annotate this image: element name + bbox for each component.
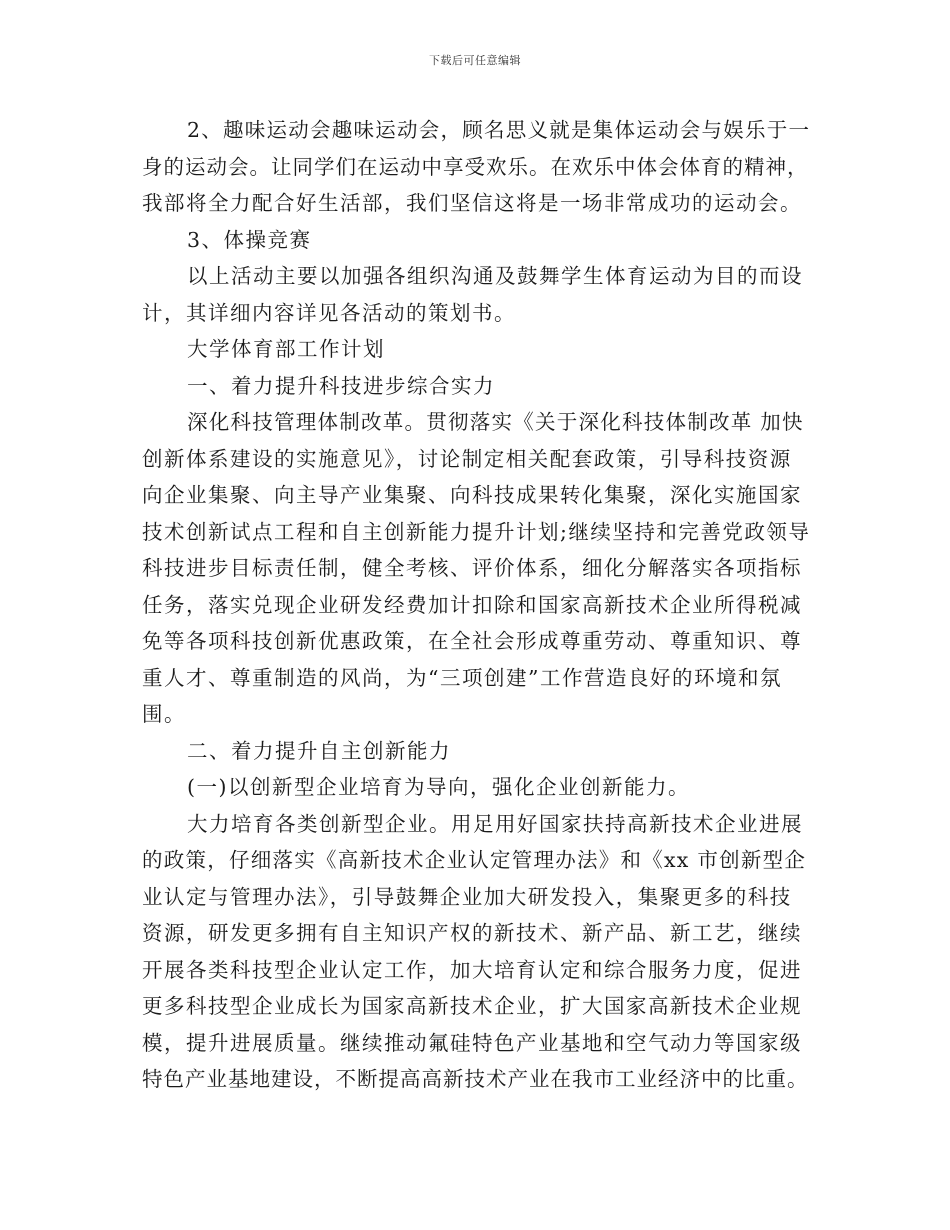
- text-line: 的政策，仔细落实《高新技术企业认定管理办法》和《xx 市创新型企: [142, 848, 807, 872]
- text-line: 特色产业基地建设，不断提高高新技术产业在我市工业经济中的比重。: [142, 1067, 809, 1091]
- text-line: 重人才、尊重制造的风尚，为“三项创建”工作营造良好的环境和氛: [142, 665, 782, 690]
- text-line: 我部将全力配合好生活部，我们坚信这将是一场非常成功的运动会。: [142, 191, 802, 215]
- text-line: 业认定与管理办法》，引导鼓舞企业加大研发投入，集聚更多的科技: [142, 884, 792, 909]
- text-line: 创新体系建设的实施意见》，讨论制定相关配套政策，引导科技资源: [142, 446, 792, 471]
- text-line: 围。: [142, 702, 186, 726]
- text-line: 开展各类科技型企业认定工作，加大培育认定和综合服务力度，促进: [142, 957, 802, 982]
- text-line: 技术创新试点工程和自主创新能力提升计划;继续坚持和完善党政领导: [142, 519, 811, 544]
- text-line: 身的运动会。让同学们在运动中享受欢乐。在欢乐中体会体育的精神，: [142, 154, 809, 179]
- text-line: 免等各项科技创新优惠政策，在全社会形成尊重劳动、尊重知识、尊: [142, 629, 802, 653]
- text-line: 2、趣味运动会趣味运动会，顾名思义就是集体运动会与娱乐于一: [187, 118, 811, 142]
- text-line: 以上活动主要以加强各组织沟通及鼓舞学生体育运动为目的而设: [187, 264, 803, 288]
- text-line: 二、着力提升自主创新能力: [187, 738, 451, 763]
- text-line: 计，其详细内容详见各活动的策划书。: [142, 300, 516, 325]
- text-line: 科技进步目标责任制，健全考核、评价体系，细化分解落实各项指标: [142, 556, 802, 580]
- text-line: 大学体育部工作计划: [187, 337, 385, 361]
- page-header: 下载后可任意编辑: [429, 54, 521, 67]
- text-line: 向企业集聚、向主导产业集聚、向科技成果转化集聚，深化实施国家: [142, 483, 802, 507]
- text-line: 3、体操竞赛: [187, 227, 312, 252]
- text-line: 一、着力提升科技进步综合实力: [187, 373, 495, 398]
- document-body: [142, 112, 810, 1098]
- text-line: 大力培育各类创新型企业。用足用好国家扶持高新技术企业进展: [187, 811, 803, 836]
- text-line: 模，提升进展质量。继续推动氟硅特色产业基地和空气动力等国家级: [142, 1030, 802, 1055]
- text-line: 任务，落实兑现企业研发经费加计扣除和国家高新技术企业所得税减: [142, 592, 802, 617]
- text-line: 深化科技管理体制改革。贯彻落实《关于深化科技体制改革 加快: [187, 410, 804, 434]
- text-line: 资源，研发更多拥有自主知识产权的新技术、新产品、新工艺，继续: [142, 921, 802, 945]
- text-line: 更多科技型企业成长为国家高新技术企业，扩大国家高新技术企业规: [142, 994, 802, 1018]
- text-line: (一)以创新型企业培育为导向，强化企业创新能力。: [187, 775, 690, 799]
